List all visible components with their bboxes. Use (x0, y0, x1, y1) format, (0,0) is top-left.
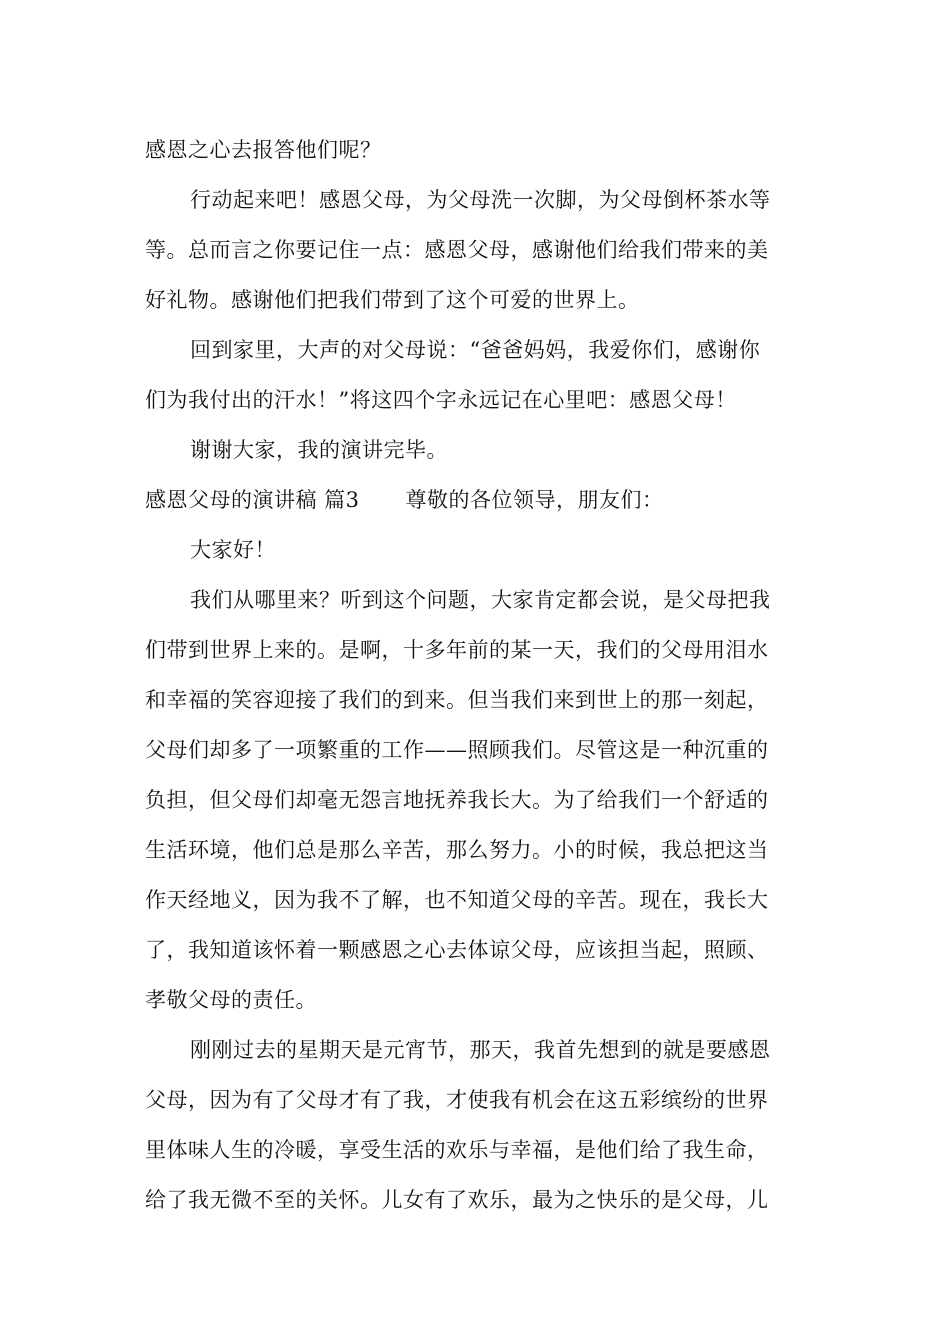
text-line: 给了我无微不至的关怀。儿女有了欢乐，最为之快乐的是父母，儿 (145, 1188, 769, 1212)
text-line: 负担，但父母们却毫无怨言地抚养我长大。为了给我们一个舒适的 (145, 788, 769, 812)
text-line: 感恩之心去报答他们呢？ (145, 138, 382, 162)
text-line: 父母们却多了一项繁重的工作——照顾我们。尽管这是一种沉重的 (145, 738, 769, 762)
text-line: 生活环境，他们总是那么辛苦，那么努力。小的时候，我总把这当 (145, 838, 769, 862)
text-line: 们带到世界上来的。是啊，十多年前的某一天，我们的父母用泪水 (145, 638, 769, 662)
section-heading (145, 485, 664, 515)
paragraph-first-line: 刚刚过去的星期天是元宵节，那天，我首先想到的就是要感恩 (190, 1038, 771, 1062)
greeting-line: 大家好！ (190, 538, 276, 562)
paragraph-first-line: 谢谢大家，我的演讲完毕。 (190, 438, 448, 462)
paragraph-first-line: 我们从哪里来？听到这个问题，大家肯定都会说，是父母把我 (190, 588, 771, 612)
paragraph-first-line: 行动起来吧！感恩父母，为父母洗一次脚，为父母倒杯茶水等 (190, 188, 771, 212)
text-line: 和幸福的笑容迎接了我们的到来。但当我们来到世上的那一刻起， (145, 688, 769, 712)
text-line: 了，我知道该怀着一颗感恩之心去体谅父母，应该担当起，照顾、 (145, 938, 769, 962)
text-line: 们为我付出的汗水！”将这四个字永远记在心里吧：感恩父母！ (145, 388, 737, 412)
paragraph-first-line: 回到家里，大声的对父母说：“爸爸妈妈，我爱你们，感谢你 (190, 338, 761, 362)
salutation: 尊敬的各位领导，朋友们： (405, 488, 664, 512)
text-line: 孝敬父母的责任。 (145, 988, 317, 1012)
text-line: 等。总而言之你要记住一点：感恩父母，感谢他们给我们带来的美 (145, 238, 769, 262)
text-line: 里体味人生的冷暖，享受生活的欢乐与幸福，是他们给了我生命， (145, 1138, 769, 1162)
text-line: 好礼物。感谢他们把我们带到了这个可爱的世界上。 (145, 288, 640, 312)
text-line: 作天经地义，因为我不了解，也不知道父母的辛苦。现在，我长大 (145, 888, 769, 912)
text-line: 父母，因为有了父母才有了我，才使我有机会在这五彩缤纷的世界 (145, 1088, 769, 1112)
section-title: 感恩父母的演讲稿 篇3 (145, 488, 360, 512)
